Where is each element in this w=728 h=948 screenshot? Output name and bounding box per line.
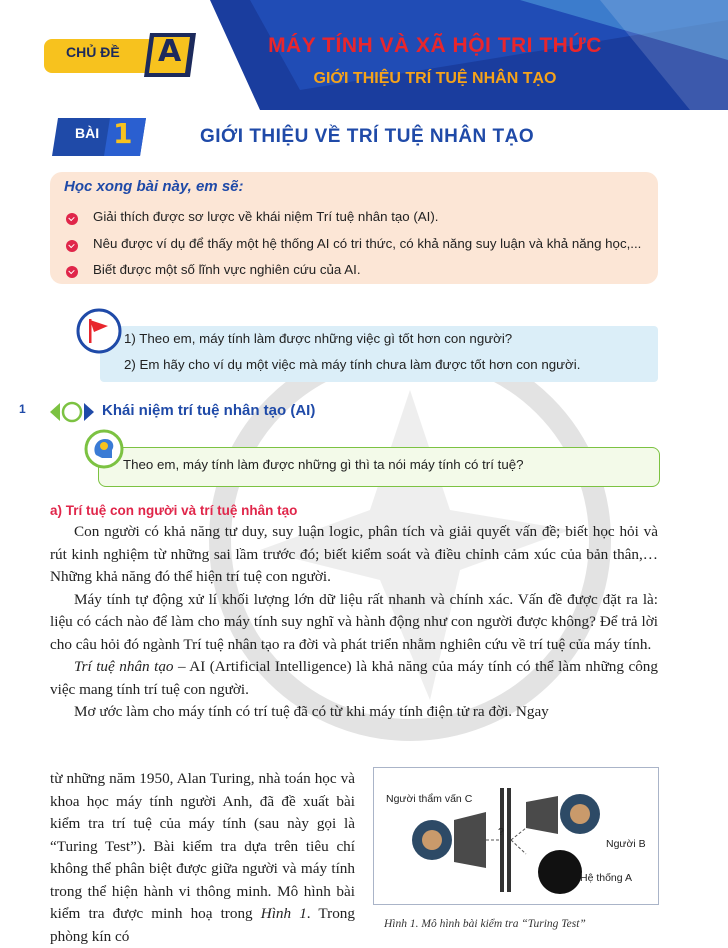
- subsection-heading: a) Trí tuệ con người và trí tuệ nhân tạo: [50, 503, 298, 518]
- chude-label: CHỦ ĐỀ: [66, 44, 120, 60]
- flag-icon: [76, 308, 122, 354]
- paragraph: Mơ ước làm cho máy tính có trí tuệ đã có từ khi máy tính điện tử ra đời. Ngay: [74, 703, 549, 720]
- bai-number: 1: [113, 117, 133, 150]
- turing-text-part: từ những năm 1950, Alan Turing, nhà toán học và khoa học máy tính người Anh, đã đề xuất bài kiểm tra trí tuệ của máy tính (sau này gọi là “Turing Test”). Bài kiểm tra dựa trên tiêu chí không thể phân biệt được giữa người và máy tính trong thể hiện hành vi thông minh. Mô hình bài kiểm tra được minh hoạ trong: [50, 770, 355, 922]
- lesson-title: GIỚI THIỆU VỀ TRÍ TUỆ NHÂN TẠO: [200, 126, 535, 147]
- start-question: 2) Em hãy cho ví dụ một việc mà máy tính chưa làm được tốt hơn con người.: [124, 357, 581, 372]
- section-number: 1: [19, 402, 26, 416]
- paragraph: Con người có khả năng tư duy, suy luận logic, phân tích và giải quyết vấn đề; biết học hỏi và rút kinh nghiệm từ những sai lầm trước đó; biết kiểm soát và điều chỉnh cảm xúc của bản thân,… Những khả năng đó thể hiện trí tuệ con người.: [50, 523, 658, 585]
- figure-question-mark: ?: [498, 826, 504, 838]
- figure-label-a: Hệ thống A: [580, 872, 632, 884]
- ai-definition: – AI (Artificial Intelligence) là khả năng của máy tính có thể làm những công việc mang tính trí tuệ con người.: [50, 658, 658, 698]
- turing-text: [50, 768, 355, 948]
- check-icon: [66, 213, 78, 225]
- check-icon: [66, 266, 78, 278]
- section-number-badge: [48, 401, 102, 423]
- objective-item: Biết được một số lĩnh vực nghiên cứu của AI.: [93, 262, 361, 277]
- chude-letter: A: [158, 34, 182, 69]
- figure-label-c: Người thẩm vấn C: [386, 793, 473, 805]
- bai-tag-shape: [50, 114, 150, 160]
- explore-question: Theo em, máy tính làm được những gì thì ta nói máy tính có trí tuệ?: [123, 457, 524, 472]
- bai-label: BÀI: [75, 125, 100, 141]
- start-question: 1) Theo em, máy tính làm được những việc gì tốt hơn con người?: [124, 331, 513, 346]
- topic-subtitle: GIỚI THIỆU TRÍ TUỆ NHÂN TẠO: [313, 70, 557, 87]
- ai-term: Trí tuệ nhân tạo: [74, 658, 174, 675]
- objectives-heading: Học xong bài này, em sẽ:: [64, 178, 244, 195]
- turing-text-part: . Trong phòng kín có: [50, 905, 355, 945]
- paragraph: Máy tính tự động xử lí khối lượng lớn dữ liệu rất nhanh và chính xác. Vấn đề được đặt ra là: liệu có cách nào để làm cho máy tính suy nghĩ và hành động như con người được không? Để trả lời cho câu hỏi đó ngành Trí tuệ nhân tạo ra đời và phát triển nhằm nghiên cứu về trí tuệ của máy tính.: [50, 590, 658, 653]
- figure-label-b: Người B: [606, 838, 646, 850]
- figure-reference: Hình 1: [260, 905, 307, 922]
- brain-icon: [84, 429, 124, 469]
- topic-title: MÁY TÍNH VÀ XÃ HỘI TRI THỨC: [268, 34, 602, 57]
- paragraph: [50, 656, 658, 701]
- objective-item: Giải thích được sơ lược về khái niệm Trí tuệ nhân tạo (AI).: [93, 209, 439, 224]
- section-title: Khái niệm trí tuệ nhân tạo (AI): [102, 402, 316, 419]
- check-icon: [66, 240, 78, 252]
- objective-item: Nêu được ví dụ để thấy một hệ thống AI có tri thức, có khả năng suy luận và khả năng học,...: [93, 236, 642, 251]
- figure-caption: Hình 1. Mô hình bài kiểm tra “Turing Test”: [384, 918, 586, 930]
- body-text: [50, 521, 658, 724]
